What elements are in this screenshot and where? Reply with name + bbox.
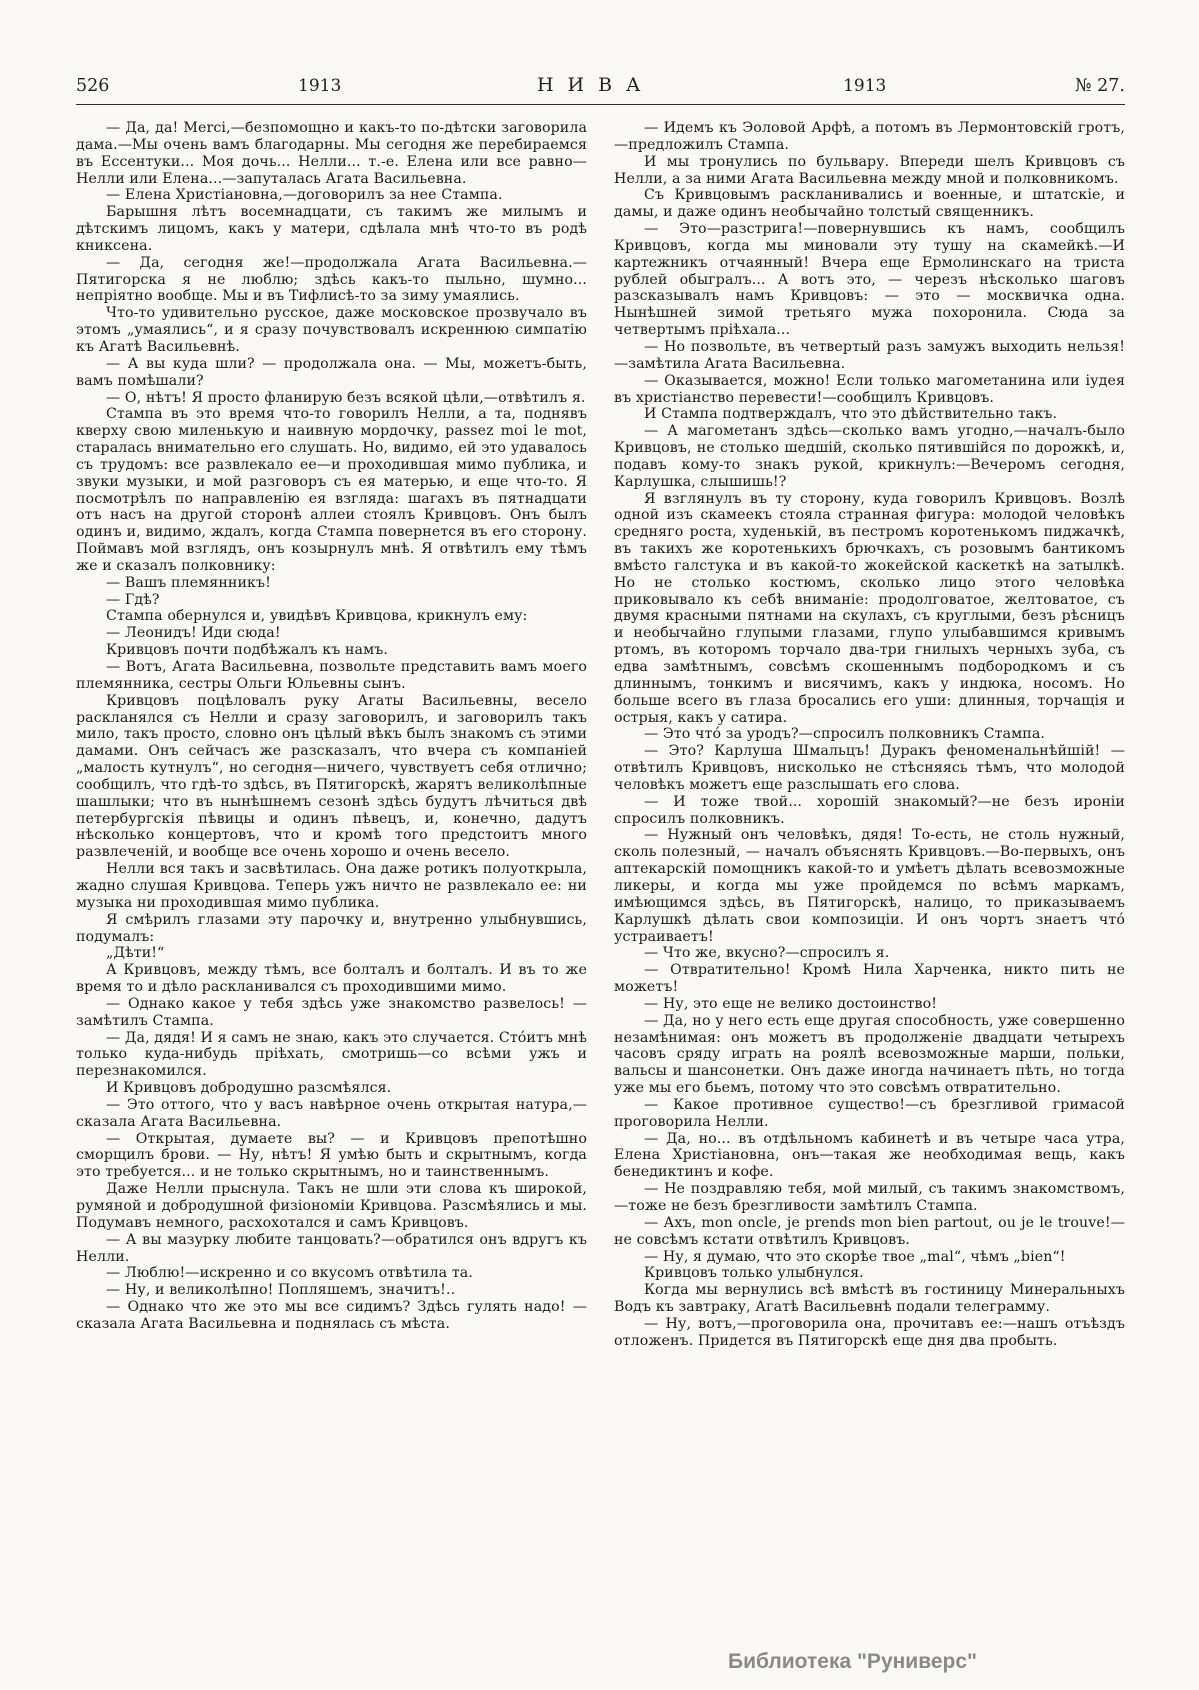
paragraph: — Елена Христіановна,—договорилъ за нее Стампа. (106, 187, 503, 204)
paragraph: Даже Нелли прыснула. Такъ не шли эти слова къ широкой, румяной и добродушной физіономіи Кривцова. Разсмѣялись и мы. Подумавъ немного, расхохотался и самъ Кривцовъ. (76, 1181, 587, 1231)
paragraph: Кривцовъ только улыбнулся. (644, 1265, 864, 1282)
paragraph: — Какое противное существо!—съ брезгливой гримасой проговорила Нелли. (614, 1096, 1125, 1130)
paragraph: — Оказывается, можно! Если только магометанина или іудея въ христіанство перевести!—сообщилъ Кривцовъ. (614, 372, 1125, 406)
paragraph: Стампа въ это время что-то говорилъ Нелли, а та, поднявъ кверху свою миленькую и наивную мордочку, passez moi le mot, старалась внимательно его слушать. Но, видимо, ей это удавалось съ трудомъ: все развлекало ее—и проходившая мимо публика, и звуки музыки, и мой разговоръ съ ея матерью, и еще что-то. Я посмотрѣлъ по направленію ея взгляда: шагахъ въ пятнадцати отъ насъ на другой сторонѣ аллеи стоялъ Кривцовъ. Онъ былъ одинъ и, видимо, ждалъ, когда Стампа повернется въ его сторону. Поймавъ мой взглядъ, онъ козырнулъ мнѣ. Я отвѣтилъ ему тѣмъ же и сказалъ полковнику: (76, 406, 587, 574)
paragraph: — Это? Карлуша Шмальцъ! Дуракъ феноменальнѣйшій! — отвѣтилъ Кривцовъ, нисколько не стѣсняясь тѣмъ, что молодой человѣкъ можетъ еще разслышать его слова. (614, 743, 1125, 793)
paragraph: Я взглянулъ въ ту сторону, куда говорилъ Кривцовъ. Возлѣ одной изъ скамеекъ стояла странная фигура: молодой человѣкъ средняго роста, худенькій, въ пестромъ коротенькомъ пиджачкѣ, въ такихъ же коротенькихъ брючкахъ, съ розовымъ бантикомъ вмѣсто галстука и въ какой-то жокейской каскеткѣ на затылкѣ. Но не столько костюмъ, сколько лицо этого человѣка приковывало къ себѣ вниманіе: продолговатое, желтоватое, съ двумя красными пятнами на скулахъ, съ круглыми, безъ рѣсницъ и необычайно глупыми глазами, глупо улыбавшимся кривымъ ртомъ, въ которомъ торчало два-три гнилыхъ черныхъ зуба, съ едва замѣтнымъ, совсѣмъ скошеннымъ подбородкомъ и съ длиннымъ, тонкимъ и висячимъ, какъ у индюка, носомъ. Но больше всего въ глаза бросались его уши: длинныя, торчащія и острыя, какъ у сатира. (614, 490, 1125, 726)
paragraph: — Что же, вкусно?—спросилъ я. (644, 945, 890, 962)
paragraph: Кривцовъ почти подбѣжалъ къ намъ. (106, 642, 388, 659)
paragraph: — Да, но... въ отдѣльномъ кабинетѣ и въ четыре часа утра, Елена Христіановна, онъ—такая же необходимая вещь, какъ бенедиктинъ и кофе. (614, 1130, 1125, 1181)
paragraph: — Ахъ, mon oncle, je prends mon bien partout, ou je le trouve!—не совсѣмъ кстати отвѣтилъ Кривцовъ. (614, 1214, 1125, 1248)
paragraph: — Вотъ, Агата Васильевна, позвольте представить вамъ моего племянника, сестры Ольги Юльевны сынъ. (76, 659, 587, 692)
paragraph: — Ну, и великолѣпно! Попляшемъ, значитъ!.. (106, 1282, 456, 1299)
paragraph: — Вашъ племянникъ! (106, 574, 271, 591)
paragraph: — Это—разстрига!—повернувшись къ намъ, сообщилъ Кривцовъ, когда мы миновали эту тушу на скамейкѣ.—И картежникъ отчаянный! Вчера еще Ермолинскаго на триста рублей обыгралъ... А вотъ это, — черезъ нѣсколько шаговъ разсказывалъ намъ Кривцовъ: — это — москвичка одна. Нынѣшней зимой третьяго мужа похоронила. Сюда за четвертымъ пріѣхала... (614, 221, 1125, 339)
paragraph: Что-то удивительно русское, даже московское прозвучало въ этомъ „умаялись“, и я сразу почувствовалъ искреннюю симпатію къ Агатѣ Васильевнѣ. (76, 305, 587, 355)
paragraph: Кривцовъ поцѣловалъ руку Агаты Васильевны, весело раскланялся съ Нелли и сразу заговорилъ, и заговорилъ такъ мило, такъ просто, словно онъ цѣлый вѣкъ былъ знакомъ съ этими дамами. Онъ сейчасъ же разсказалъ, что вчера съ компаніей „малость кутнулъ“, но сегодня—ничего, чувствуетъ себя отлично; сообщилъ, что гдѣ-то здѣсь, въ Пятигорскѣ, жарятъ великолѣпные шашлыки; что въ нынѣшнемъ сезонѣ здѣсь будутъ лѣчиться двѣ петербургскія пѣвицы и одинъ пѣвецъ, и, конечно, дадутъ нѣсколько концертовъ, что и кромѣ того предстоитъ много развлеченій, и вообще все очень хорошо и очень весело. (76, 692, 587, 861)
paragraph: — Это оттого, что у васъ навѣрное очень открытая натура,—сказала Агата Васильевна. (76, 1096, 587, 1130)
paragraph: — Но позвольте, въ четвертый разъ замужъ выходить нельзя!—замѣтила Агата Васильевна. (614, 338, 1125, 372)
paragraph: — А вы мазурку любите танцовать?—обратился онъ вдругъ къ Нелли. (76, 1231, 587, 1265)
paragraph: — Отвратительно! Кромѣ Нила Харченка, никто пить не можетъ! (614, 962, 1125, 996)
paragraph: — А магометанъ здѣсь—сколько вамъ угодно,—началъ-было Кривцовъ, не столько шедшій, сколько пятившійся по дорожкѣ, и, подавъ кому-то знакъ рукой, крикнулъ:—Вечеромъ сегодня, Карлушка, слышишь!? (614, 423, 1125, 490)
paragraph: — Ну, я думаю, что это скорѣе твое „mal“, чѣмъ „bien“! (644, 1248, 1066, 1265)
paragraph: А Кривцовъ, между тѣмъ, все болталъ и болталъ. И въ то же время то и дѣло раскланивался съ проходившими мимо. (76, 962, 587, 996)
paragraph: — Это чтó за уродъ?—спросилъ полковникъ Стампа. (644, 726, 1045, 743)
masthead-title: НИВА (536, 74, 655, 96)
paragraph: „Дѣти!“ (106, 945, 165, 962)
paragraph: — Да, да! Merci,—безпомощно и какъ-то по-дѣтски заговорила дама.—Мы очень вамъ благодарны. Мы сегодня же перебираемся въ Ессентуки... Моя дочь... Нелли... т.-е. Елена или все равно—Нелли или Елена...—запуталась Агата Васильевна. (76, 120, 587, 187)
paragraph: — Леонидъ! Иди сюда! (106, 625, 281, 642)
right-column (614, 120, 1125, 1350)
paragraph: — Нужный онъ человѣкъ, дядя! То-есть, не столь нужный, сколь полезный, — началъ объяснять Кривцовъ.—Во-первыхъ, онъ аптекарскій помощникъ какой-то и умѣетъ дѣлать всевозможные ликеры, и когда мы уже пройдемся по всѣмъ маркамъ, имѣющимся здѣсь, въ Пятигорскѣ, налицо, то приказываемъ Карлушкѣ дѣлать свои композиціи. И онъ чортъ знаетъ чтó устраиваетъ! (614, 827, 1125, 945)
paragraph: — Люблю!—искренно и со вкусомъ отвѣтила та. (106, 1265, 473, 1282)
paragraph: — А вы куда шли? — продолжала она. — Мы, можетъ-быть, вамъ помѣшали? (76, 355, 587, 389)
paragraph: Съ Кривцовымъ раскланивались и военные, и штатскіе, и дамы, и даже одинъ необычайно толстый священникъ. (614, 187, 1125, 221)
page-header (76, 74, 1125, 96)
issue-number: № 27. (1075, 76, 1125, 96)
left-column (76, 120, 587, 1350)
text-columns (76, 120, 1125, 1350)
paragraph: — О, нѣтъ! Я просто фланирую безъ всякой цѣли,—отвѣтилъ я. (106, 389, 586, 406)
paragraph: И мы тронулись по бульвару. Впереди шелъ Кривцовъ съ Нелли, а за ними Агата Васильевна между мной и полковникомъ. (614, 153, 1125, 187)
paragraph: — Да, дядя! И я самъ не знаю, какъ это случается. Стóитъ мнѣ только куда-нибудь пріѣхать, смотришь—со всѣми ужъ и перезнакомился. (76, 1029, 588, 1080)
paragraph: — Идемъ къ Эоловой Арфѣ, а потомъ въ Лермонтовскій гротъ,—предложилъ Стампа. (614, 120, 1125, 153)
paragraph: — Да, но у него есть еще другая способность, уже совершенно незамѣнимая: онъ можетъ въ продолженіе двадцати четырехъ часовъ сряду играть на роялѣ всевозможные марши, польки, вальсы и шансонетки. Онъ даже иногда начинаетъ пѣть, но тогда уже мы его бьемъ, потому что это совсѣмъ отвратительно. (614, 1012, 1125, 1097)
paragraph: — Ну, вотъ,—проговорила она, прочитавъ ее:—нашъ отъѣздъ отложенъ. Придется въ Пятигорскѣ еще дня два пробыть. (614, 1315, 1125, 1349)
paragraph: Стампа обернулся и, увидѣвъ Кривцова, крикнулъ ему: (106, 608, 528, 625)
year-right: 1913 (843, 76, 887, 96)
paragraph: — Однако что же это мы все сидимъ? Здѣсь гулять надо! — сказала Агата Васильевна и поднялась съ мѣста. (76, 1299, 587, 1332)
paragraph: Когда мы вернулись всѣ вмѣстѣ въ гостиницу Минеральныхъ Водъ къ завтраку, Агатѣ Васильевнѣ подали телеграмму. (614, 1282, 1125, 1316)
paragraph: Я смѣрилъ глазами эту парочку и, внутренно улыбнувшись, подумалъ: (76, 911, 587, 945)
paragraph: — Открытая, думаете вы? — и Кривцовъ препотѣшно сморщилъ брови. — Ну, нѣтъ! Я умѣю быть и скрытнымъ, когда это требуется... и не только скрытнымъ, но и таинственнымъ. (76, 1130, 587, 1181)
paragraph: — Да, сегодня же!—продолжала Агата Васильевна.—Пятигорска я не люблю; здѣсь какъ-то пыльно, шумно... непріятно вообще. Мы и въ Тифлисѣ-то за зиму умаялись. (76, 254, 587, 305)
paragraph: — Не поздравляю тебя, мой милый, съ такимъ знакомствомъ,—тоже не безъ брезгливости замѣтилъ Стампа. (614, 1181, 1125, 1214)
paragraph: Барышня лѣтъ восемнадцати, съ такимъ же милымъ и дѣтскимъ лицомъ, какъ у матери, сдѣлала мнѣ что-то въ родѣ книксена. (76, 204, 587, 254)
paragraph: — Однако какое у тебя здѣсь уже знакомство развелось! — замѣтилъ Стампа. (76, 995, 587, 1029)
paragraph: И Кривцовъ добродушно разсмѣялся. (106, 1080, 392, 1097)
header-rule (76, 104, 1125, 105)
paragraph: — Ну, это еще не велико достоинство! (644, 995, 938, 1012)
paragraph: И Стампа подтверждалъ, что это дѣйствительно такъ. (644, 406, 1058, 423)
year-left: 1913 (298, 76, 342, 96)
paragraph: Нелли вся такъ и засвѣтилась. Она даже ротикъ полуоткрыла, жадно слушая Кривцова. Теперь ужъ ничто не развлекало ее: ни музыка ни проходившая мимо публика. (76, 861, 587, 911)
paragraph: — И тоже твой... хорошій знакомый?—не безъ ироніи спросилъ полковникъ. (614, 793, 1125, 827)
library-watermark: Библиотека "Руниверс" (727, 1650, 977, 1673)
paragraph: — Гдѣ? (106, 591, 160, 608)
page-number: 526 (76, 76, 110, 96)
